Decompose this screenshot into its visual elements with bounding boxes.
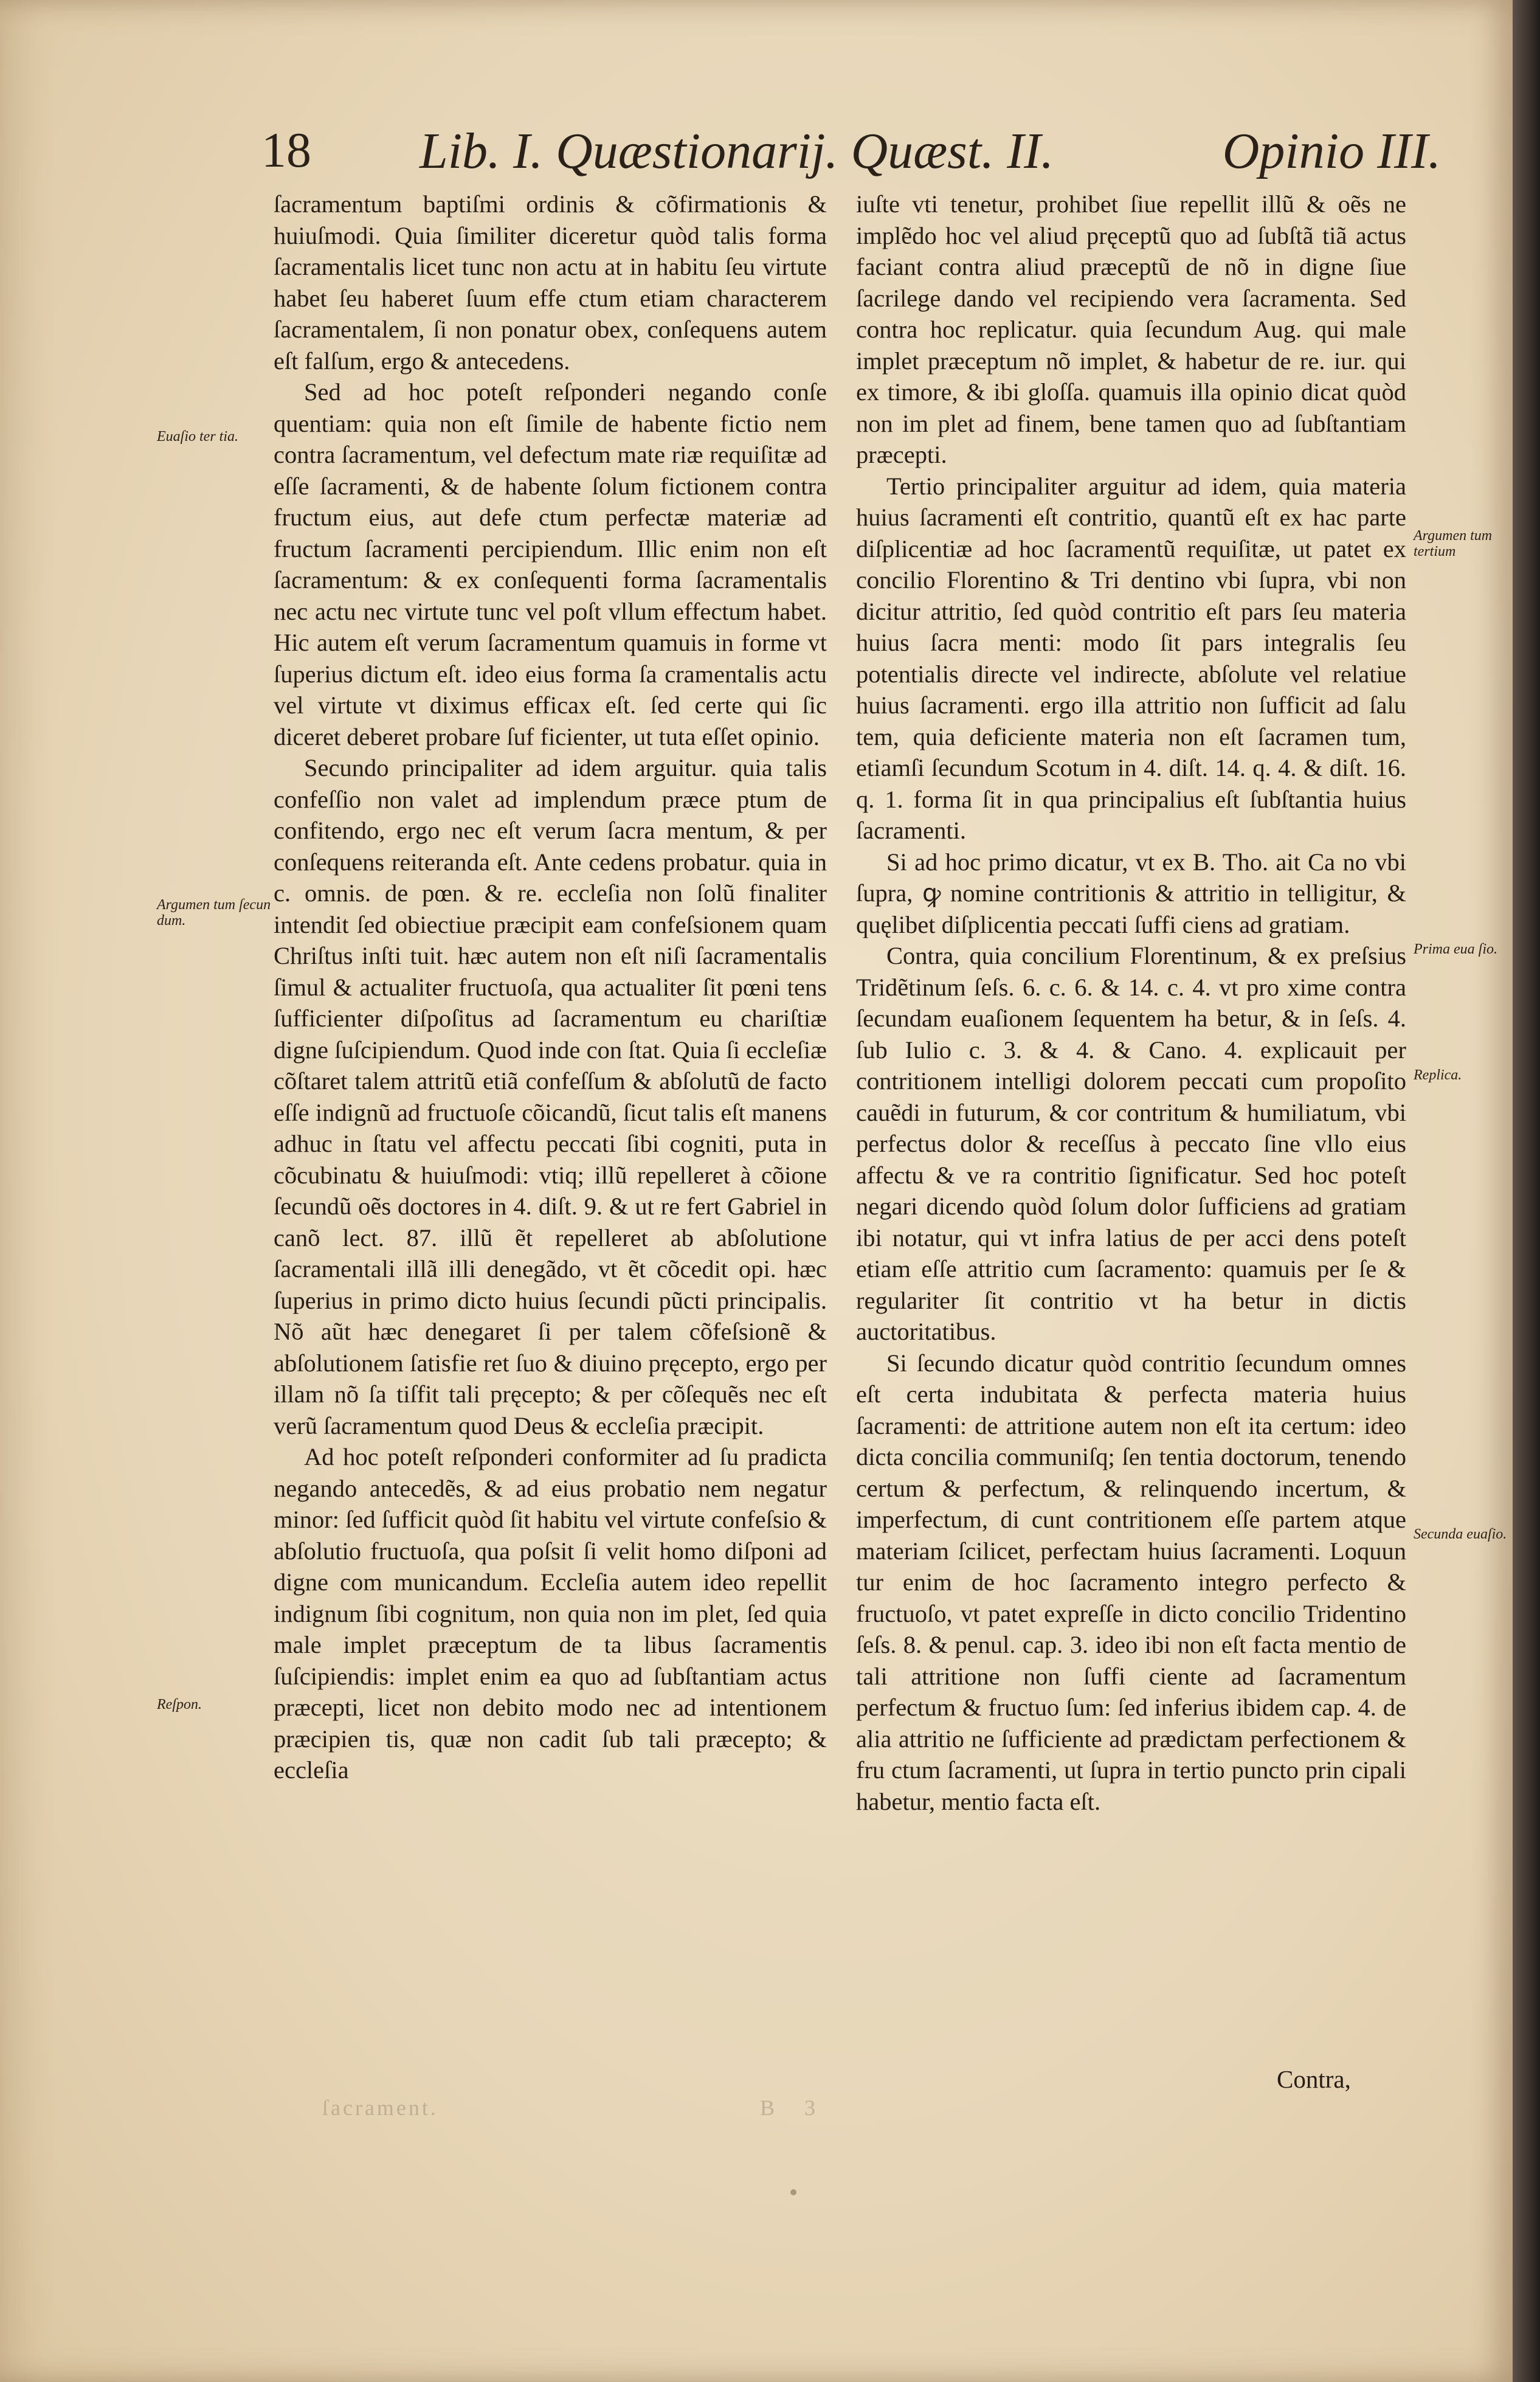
paragraph: Secundo principaliter ad idem arguitur. quia talis confeſſio non valet ad implendum præce ptum de confitendo, ergo nec eſt verum ſacra mentum, & per conſequens reiteranda eſt. Ante cedens probatur. quia in c. omnis. de pœn. & re. eccleſia non ſolũ finaliter intendit ſed obiectiue præcipit eam confeſsionem quam Chriſtus inſti tuit. hæc autem non eſt niſi ſacramentalis ſimul & actualiter fructuoſa, qua actualiter ſit pœni tens ſufficienter diſpoſitus ad ſacramentum eu chariſtiæ digne ſuſcipiendum. Quod inde con ſtat. Quia ſi eccleſiæ cõſtaret talem attritũ etiã confeſſum & abſolutũ de facto eſſe indignũ ad fructuoſe cõicandũ, ſicut talis eſt manens adhuc in ſtatu vel affectu peccati ſibi cogniti, puta in cõcubinatu & huiuſmodi: vtiq; illũ repelleret à cõione ſecundũ oẽs doctores in 4. diſt. 9. & ut re fert Gabriel in canõ lect. 87. illũ ẽt repelleret ab abſolutione ſacramentali illã illi denegãdo, vt ẽt cõcedit opi. hæc ſuperius in primo dicto huius ſecundi pũcti principalis. Nõ aũt hæc denegaret ſi per talem cõfeſsionẽ & abſolutionem ſatisfie ret ſuo & diuino pręcepto, ergo per illam nõ ſa tiſfit tali pręcepto; & per cõſequẽs nec eſt verũ ſacramentum quod Deus & eccleſia præcipit.	[274, 754, 827, 1439]
margin-note-secunda-euasio: Secunda euaſio.	[1414, 1526, 1507, 1542]
right-text-column	[856, 189, 1406, 1817]
adjacent-page-edge	[1513, 0, 1540, 2382]
margin-note-respon: Reſpon.	[157, 1697, 202, 1712]
running-title: Lib. I. Quæstionarij. Quæst. II.	[420, 123, 1054, 179]
paragraph: Contra, quia concilium Florentinum, & ex preſsius Tridẽtinum ſeſs. 6. c. 6. & 14. c. 4. vt pro xime contra ſecundam euaſionem ſequentem ha betur, & in ſeſs. 4. ſub Iulio c. 3. & 4. & Cano. 4. explicauit per contritionem intelligi dolorem peccati cum propoſito cauẽdi in futurum, & cor contritum & humiliatum, vbi perfectus dolor & receſſus à peccato ſine vllo eius affectu & ve ra contritio ſignificatur. Sed hoc poteſt negari dicendo quòd ſolum dolor ſufficiens ad gratiam ibi notatur, qui vt infra latius de per acci dens poteſt etiam eſſe attritio cum ſacramento: quamuis per ſe & regulariter ſit contritio vt ha betur in dictis auctoritatibus.	[856, 942, 1406, 1345]
paragraph: Si ad hoc primo dicatur, vt ex B. Tho. ait Ca no vbi ſupra, ꝙ nomine contritionis & attritio in telligitur, & quęlibet diſplicentia peccati ſuffi ciens ad gratiam.	[856, 848, 1406, 938]
page-number: 18	[261, 122, 311, 178]
ink-spot	[790, 2189, 796, 2195]
paragraph: Sed ad hoc poteſt reſponderi negando conſe quentiam: quia non eſt ſimile de habente fictio nem contra ſacramentum, vel defectum mate riæ requiſitæ ad eſſe ſacramenti, & de habente ſolum fictionem contra fructum eius, aut defe ctum perfectæ materiæ ad fructum ſacramenti percipiendum. Illic enim non eſt ſacramentum: & ex conſequenti forma ſacramentalis nec actu nec virtute tunc vel poſt vllum effectum habet. Hic autem eſt verum ſacramentum quamuis in forme vt ſuperius dictum eſt. ideo eius forma ſa cramentalis actu vel virtute vt diximus efficax eſt. ſed certe qui ſic diceret deberet probare ſuf ficienter, ut tuta eſſet opinio.	[274, 378, 827, 750]
opinion-label: Opinio III.	[1222, 123, 1441, 179]
margin-note-prima-euasio: Prima eua ſio.	[1414, 941, 1497, 957]
show-through-signature: ſacrament.	[322, 2096, 438, 2120]
margin-note-euasio-tertia: Euaſio ter tia.	[157, 429, 238, 445]
margin-note-argumentum-secundum: Argumen tum ſecun dum.	[157, 897, 271, 929]
paragraph: Si ſecundo dicatur quòd contritio ſecundum omnes eſt certa indubitata & perfecta materia huius ſacramenti: de attritione autem non eſt ita certum: ideo dicta concilia communiſq; ſen tentia doctorum, tenendo certum & perfectum, & relinquendo incertum, & imperfectum, di cunt contritionem eſſe partem atque materiam ſcilicet, perfectam huius ſacramenti. Loquun tur enim de hoc ſacramento integro perfecto & fructuoſo, vt patet expreſſe in dicto concilio Tridentino ſeſs. 8. & penul. cap. 3. ideo ibi non eſt facta mentio de tali attritione non ſuffi ciente ad ſacramentum perfectum & fructuo ſum: ſed inferius ibidem cap. 4. de alia attritio ne ſufficiente ad prædictam perfectionem & fru ctum ſacramenti, ut ſupra in tertio puncto prin cipali habetur, mentio facta eſt.	[856, 1349, 1406, 1815]
paragraph: ſacramentum baptiſmi ordinis & cõfirmationis & huiuſmodi. Quia ſimiliter diceretur quòd talis forma ſacramentalis licet tunc non actu at in habitu ſeu virtute habet ſeu haberet ſuum effe ctum etiam characterem ſacramentalem, ſi non ponatur obex, conſequens autem eſt falſum, ergo & antecedens.	[274, 190, 827, 375]
page-header	[261, 122, 1441, 195]
margin-note-argumentum-tertium: Argumen tum tertium	[1414, 528, 1493, 559]
left-text-column	[274, 189, 827, 1786]
paragraph: Tertio principaliter arguitur ad idem, quia materia huius ſacramenti eſt contritio, quantũ eſt ex hac parte diſplicentiæ ad hoc ſacramentũ requiſitæ, ut patet ex concilio Florentino & Tri dentino vbi ſupra, vbi non dicitur attritio, ſed quòd contritio eſt pars ſeu materia huius ſacra menti: modo ſit pars integralis ſeu potentialis directe vel indirecte, abſolute vel relatiue huius ſacramenti. ergo illa attritio non ſufficit ad ſalu tem, quia deficiente materia non eſt ſacramen tum, etiamſi ſecundum Scotum in 4. diſt. 14. q. 4. & diſt. 16. q. 1. forma ſit in qua principalius eſt ſubſtantia huius ſacramenti.	[856, 472, 1406, 844]
show-through-signature-code: B 3	[760, 2096, 828, 2120]
margin-note-replica: Replica.	[1414, 1067, 1462, 1083]
catchword: Contra,	[1277, 2065, 1351, 2093]
paragraph: iuſte vti tenetur, prohibet ſiue repellit illũ & oẽs ne implẽdo hoc vel aliud pręceptũ quo ad ſubſtã tiã actus faciant contra aliud præceptũ de nõ in digne ſiue ſacrilege dando vel recipiendo vera ſacramenta. Sed contra hoc replicatur. quia ſecundum Aug. qui male implet præceptum nõ implet, & habetur de re. iur. qui ex timore, & ibi gloſſa. quamuis illa opinio dicat quòd non im plet ad finem, bene tamen quo ad ſubſtantiam præcepti.	[856, 190, 1406, 468]
paragraph: Ad hoc poteſt reſponderi conformiter ad ſu pradicta negando antecedẽs, & ad eius probatio nem negatur minor: ſed ſufficit quòd ſit habitu vel virtute confeſsio & abſolutio fructuoſa, qua poſsit ſi velit homo diſponi ad digne com municandum. Eccleſia autem ideo repellit indignum ſibi cognitum, non quia non im plet, ſed quia male implet præceptum de ta libus ſacramentis ſuſcipiendis: implet enim ea quo ad ſubſtantiam actus præcepti, licet non debito modo nec ad intentionem præcipien tis, quæ non cadit ſub tali præcepto; & eccleſia	[274, 1443, 827, 1784]
